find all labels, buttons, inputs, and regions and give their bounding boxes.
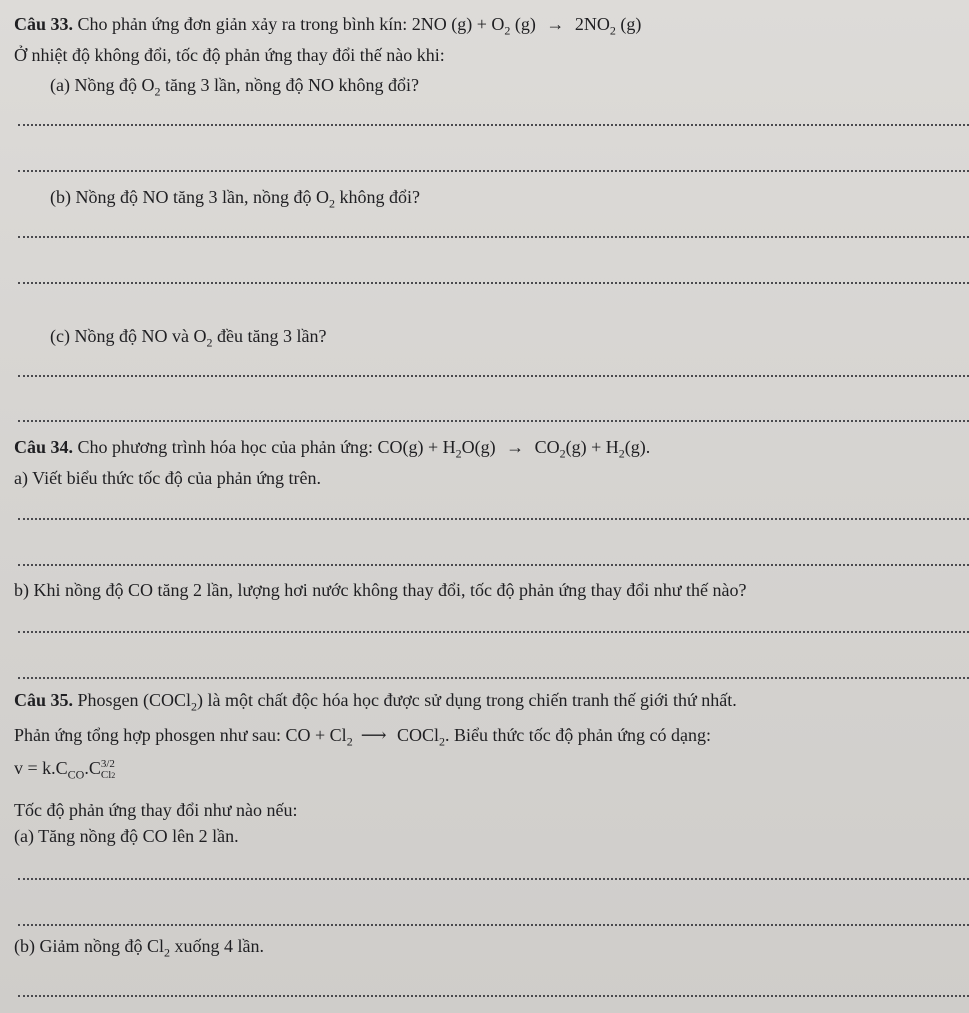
q35-b-post: xuống 4 lần. [170, 936, 264, 956]
q33-product-state: (g) [615, 14, 642, 34]
q34-h2-sub: 2 [618, 446, 625, 461]
q35-synthesis [14, 724, 969, 753]
q34-co2-sub: 2 [559, 446, 566, 461]
q35-rate-exponent-stack [101, 759, 115, 781]
q35-synth-prod: COCl [392, 725, 440, 745]
q33-o2-sub: 2 [504, 23, 511, 38]
q34-part-b: b) Khi nồng độ CO tăng 2 lần, lượng hơi nước không thay đổi, tốc độ phản ứng thay đổi như thế nào? [14, 580, 747, 600]
q35-rate-dot: .C [84, 758, 101, 778]
q34-label: Câu 34. [14, 437, 74, 457]
q35-rate-co: CO [67, 767, 85, 782]
q33-part-c [50, 325, 969, 354]
q35-b-pre: (b) Giảm nồng độ Cl [14, 936, 164, 956]
answer-line[interactable] [18, 124, 969, 126]
q35-synth-prod-sub: 2 [439, 734, 446, 749]
q35-rate-cl [101, 770, 115, 781]
answer-line[interactable] [18, 420, 969, 422]
q35-rate-cl-text: Cl [100, 768, 112, 781]
q34-part-a: a) Viết biểu thức tốc độ của phản ứng trên. [14, 468, 322, 488]
q33-arrow: → [546, 14, 565, 34]
answer-line[interactable] [18, 375, 969, 377]
q35-intro-post: ) là một chất độc hóa học được sử dụng trong chiến tranh thế giới thứ nhất. [197, 690, 737, 710]
answer-line[interactable] [18, 236, 969, 238]
q35-b-sub: 2 [164, 945, 170, 960]
q33-b-pre: (b) Nồng độ NO tăng 3 lần, nồng độ O [50, 187, 329, 207]
q33-condition: Ở nhiệt độ không đổi, tốc độ phản ứng thay đổi thế nào khi: [14, 45, 445, 65]
q35-synth-sub: 2 [346, 734, 353, 749]
q35-synth-post: . Biểu thức tốc độ phản ứng có dạng: [445, 725, 711, 745]
answer-line[interactable] [18, 631, 969, 633]
answer-line[interactable] [18, 924, 969, 926]
q34-intro: Cho phương trình hóa học của phản ứng: CO(g) + H [77, 437, 456, 457]
q34-co2-pre: CO [530, 437, 560, 457]
q35-rate-cl-sub: 2 [111, 770, 116, 780]
q35-label: Câu 35. [14, 690, 74, 710]
q33-c-pre: (c) Nồng độ NO và O [50, 326, 207, 346]
q34-h2o-sub: 2 [455, 446, 462, 461]
q35-intro-pre: Phosgen (COCl [77, 690, 192, 710]
q33-product: 2NO [570, 14, 610, 34]
q35-statement [14, 689, 969, 718]
q34-arrow: → [506, 437, 525, 457]
q33-part-a [50, 74, 969, 103]
q33-no2-sub: 2 [609, 23, 616, 38]
q33-c-post: đều tăng 3 lần? [212, 326, 327, 346]
q33-b-post: không đổi? [334, 187, 420, 207]
answer-line[interactable] [18, 995, 969, 997]
q34-h2o-post: O(g) [461, 437, 501, 457]
answer-line[interactable] [18, 282, 969, 284]
answer-line[interactable] [18, 170, 969, 172]
q35-rate-law [14, 757, 969, 786]
q33-b-sub: 2 [328, 196, 335, 211]
q34-h2-post: (g). [624, 437, 651, 457]
q35-intro-sub: 2 [191, 699, 198, 714]
q33-intro: Cho phản ứng đơn giản xảy ra trong bình kín: 2NO (g) + O [77, 14, 505, 34]
q34-statement [14, 436, 969, 465]
q33-a-sub: 2 [154, 84, 161, 99]
q35-rate-v: v = k.C [14, 758, 68, 778]
q33-a-pre: (a) Nồng độ O [50, 75, 155, 95]
q33-a-post: tăng 3 lần, nồng độ NO không đổi? [160, 75, 419, 95]
q33-mid: (g) [510, 14, 541, 34]
answer-line[interactable] [18, 677, 969, 679]
q33-statement [14, 13, 969, 42]
q35-synth-pre: Phản ứng tổng hợp phosgen như sau: CO + Cl [14, 725, 347, 745]
q34-co2-post: (g) + H [565, 437, 619, 457]
answer-line[interactable] [18, 878, 969, 880]
q35-part-a: (a) Tăng nồng độ CO lên 2 lần. [14, 826, 239, 846]
q33-label: Câu 33. [14, 14, 74, 34]
q35-arrow: ⟶ [360, 725, 385, 745]
q35-rate-exp: 3/2 [100, 757, 115, 770]
answer-line[interactable] [18, 564, 969, 566]
q35-change: Tốc độ phản ứng thay đổi như nào nếu: [14, 800, 298, 820]
q33-part-b [50, 186, 969, 215]
q33-c-sub: 2 [206, 335, 213, 350]
q35-part-b [14, 935, 969, 964]
answer-line[interactable] [18, 518, 969, 520]
